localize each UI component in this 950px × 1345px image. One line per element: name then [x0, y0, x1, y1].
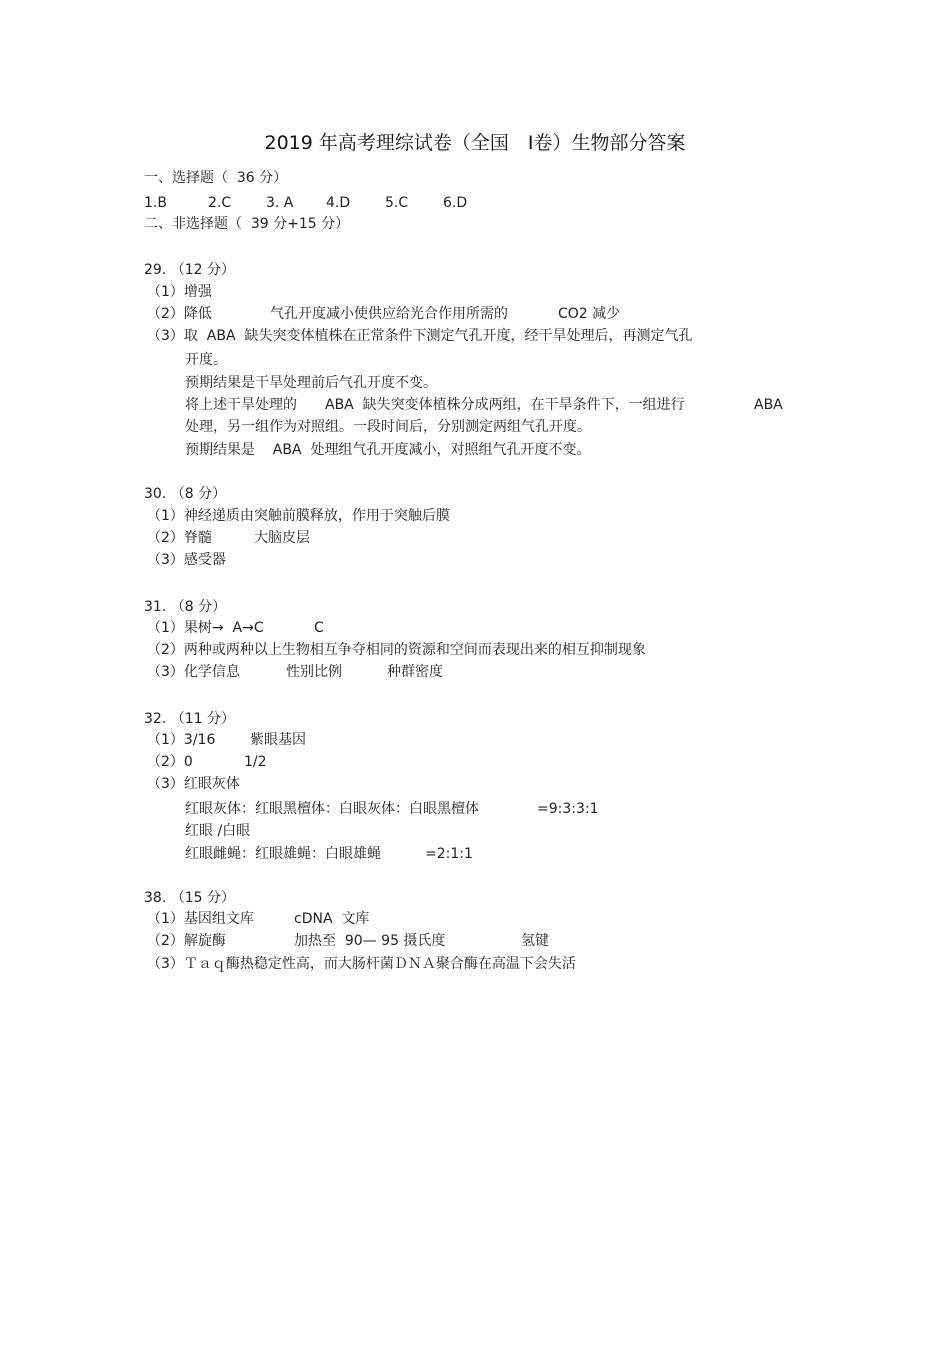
question-32-header: 32. （11 分）: [144, 711, 235, 727]
q32-answer-3-line-3-part-b: =2:1:1: [425, 846, 473, 862]
q38-answer-1-part-b: cDNA 文库: [294, 911, 370, 927]
q30-answer-3: （3）感受器: [147, 552, 226, 568]
q38-answer-1-part-a: （1）基因组文库: [147, 911, 254, 927]
q29-answer-1: （1）增强: [147, 284, 212, 300]
q38-answer-2-part-a: （2）解旋酶: [147, 933, 226, 949]
q30-answer-1: （1）神经递质由突触前膜释放，作用于突触后膜: [147, 508, 450, 524]
q32-answer-2-part-a: （2）0: [147, 754, 193, 770]
q32-answer-2-part-b: 1/2: [244, 754, 267, 770]
q32-answer-3-line-3-part-a: 红眼雌蝇：红眼雄蝇：白眼雄蝇: [185, 846, 381, 862]
q30-answer-2-part-b: 大脑皮层: [254, 530, 310, 546]
q29-answer-3-line-4-part-c: ABA: [754, 397, 783, 413]
section-multiple-choice-heading: 一、选择题（ 36 分）: [144, 170, 288, 186]
q31-answer-1-part-b: C: [314, 620, 324, 636]
q31-answer-3-part-c: 种群密度: [387, 664, 443, 680]
q30-answer-2-part-a: （2）脊髓: [147, 530, 212, 546]
question-31-header: 31. （8 分）: [144, 599, 227, 615]
q32-answer-3-line-3: [185, 845, 535, 917]
q31-answer-1-part-a: （1）果树→ A→C: [147, 620, 264, 636]
section-non-choice-heading: 二、非选择题（ 39 分+15 分）: [144, 216, 350, 232]
q32-answer-3-line-1-part-a: 红眼灰体：红眼黑檀体：白眼灰体：白眼黑檀体: [185, 801, 479, 817]
q31-answer-3-part-b: 性别比例: [286, 664, 342, 680]
q29-answer-2-part-c: CO2 减少: [558, 306, 621, 322]
q29-answer-3-line-6: 预期结果是 ABA 处理组气孔开度减小，对照组气孔开度不变。: [185, 442, 591, 458]
question-29-header: 29. （12 分）: [144, 262, 235, 278]
q32-answer-1-part-b: 紫眼基因: [250, 732, 306, 748]
q32-answer-3-line-1-part-b: =9:3:3:1: [537, 801, 599, 817]
answer-1: 1.B: [144, 195, 167, 211]
q29-answer-3-line-1: （3）取 ABA 缺失突变体植株在正常条件下测定气孔开度，经干旱处理后，再测定气孔: [147, 328, 693, 344]
q29-answer-3-line-4-part-a: 将上述干旱处理的: [185, 397, 297, 413]
q29-answer-3-line-2: 开度。: [185, 352, 227, 368]
question-30-header: 30. （8 分）: [144, 486, 227, 502]
answer-2: 2.C: [208, 195, 232, 211]
q38-answer-3: （3）Ｔａｑ酶热稳定性高，而大肠杆菌ＤＮＡ聚合酶在高温下会失活: [147, 956, 576, 972]
q31-answer-3-part-a: （3）化学信息: [147, 664, 240, 680]
q29-answer-3-line-4-part-b: ABA 缺失突变体植株分成两组，在干旱条件下，一组进行: [325, 397, 685, 413]
answer-5: 5.C: [385, 195, 409, 211]
q29-answer-3-line-3: 预期结果是干旱处理前后气孔开度不变。: [185, 375, 437, 391]
answer-6: 6.D: [443, 195, 468, 211]
q29-answer-2-part-b: 气孔开度减小使供应给光合作用所需的: [270, 306, 508, 322]
page-title: 2019 年高考理综试卷（全国 Ⅰ卷）生物部分答案: [264, 132, 686, 154]
q38-answer-2: [147, 932, 597, 1022]
q38-answer-2-part-c: 氢键: [521, 933, 549, 949]
q32-answer-3-line-2: 红眼 /白眼: [185, 823, 251, 839]
answer-3: 3. A: [266, 195, 294, 211]
q29-answer-2-part-a: （2）降低: [147, 306, 212, 322]
question-38-header: 38. （15 分）: [144, 890, 235, 906]
q38-answer-2-part-b: 加热至 90— 95 摄氏度: [294, 933, 446, 949]
q32-answer-1-part-a: （1）3/16: [147, 732, 216, 748]
q31-answer-2: （2）两种或两种以上生物相互争夺相同的资源和空间而表现出来的相互抑制现象: [147, 642, 646, 658]
q32-answer-3: （3）红眼灰体: [147, 776, 240, 792]
q29-answer-3-line-5: 处理，另一组作为对照组。一段时间后，分别测定两组气孔开度。: [185, 419, 591, 435]
answer-4: 4.D: [326, 195, 351, 211]
